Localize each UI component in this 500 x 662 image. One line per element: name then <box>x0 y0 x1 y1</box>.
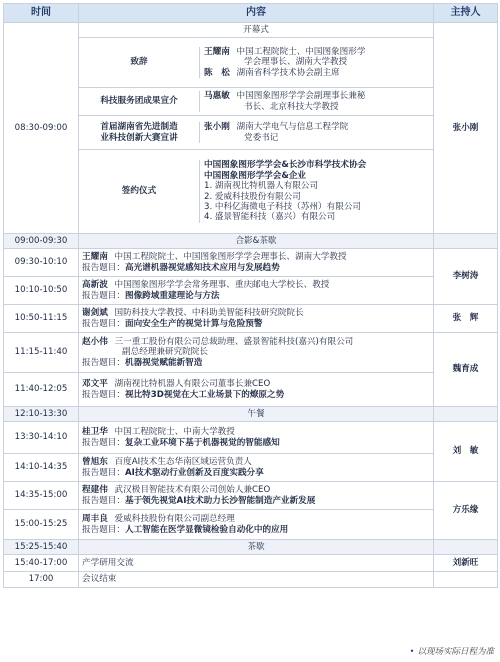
contest-row: 首届湖南省先进制造 业科技创新大赛宣讲 张小刚 湖南大学电气与信息工程学院 党委书记 <box>4 116 498 150</box>
host-name: 刘新旺 <box>434 555 498 572</box>
opening-title-row <box>4 23 498 38</box>
host-name: 刘 敏 <box>434 422 498 482</box>
results-row: 科技服务团成果宣介 马惠敏 中国图象图形学学会副理事长兼秘 书长、北京科技大学教授 <box>4 88 498 116</box>
signing-row: 签约仪式 中国图象图形学学会&长沙市科学技术协会 中国图象图形学学会&企业 1. 湖南视比特机器人有限公司 2. 爱威科技股份有限公司 3. 中科亿海微电子科技（苏州）有限公司 4. 盛景智能科技（嘉兴）有限公司 <box>4 150 498 234</box>
bullet-icon: • <box>409 647 415 657</box>
host-name: 李树涛 <box>434 249 498 305</box>
signing-item: 1. 湖南视比特机器人有限公司 <box>204 181 319 192</box>
zhici-row: 致辞 王耀南 中国工程院院士、中国图象图形学 学会理事长、湖南大学教授 陈 松 湖南省科学技术协会副主席 <box>4 38 498 88</box>
opening-title: 开幕式 <box>79 23 434 38</box>
zhici-label: 致辞 <box>130 57 148 68</box>
photo-row: 09:00-09:30 合影&茶歇 <box>4 234 498 249</box>
host-name: 方乐缘 <box>434 482 498 540</box>
opening-host: 张小刚 <box>434 23 498 234</box>
agenda-table <box>3 3 498 588</box>
talk-row: 14:35-15:00 程建伟 武汉极目智能技术有限公司创始人兼CEO 报告题目：基于领先视觉AI技术助力长沙智能制造产业新发展 方乐缘 <box>4 482 498 510</box>
signing-label: 签约仪式 <box>121 186 157 197</box>
talk-row: 11:40-12:05 邓文平 湖南视比特机器人有限公司董事长兼CEO 报告题目：视比特3D视觉在大工业场景下的燎原之势 <box>4 373 498 407</box>
host-name: 魏育成 <box>434 333 498 407</box>
talk-row: 13:30-14:10 桂卫华 中国工程院院士、中南大学教授 报告题目：复杂工业环境下基于机器视觉的智能感知 刘 敏 <box>4 422 498 454</box>
talk-row: 10:10-10:50 高新波 中国图象图形学学会常务理事、重庆邮电大学校长、教授 报告题目：图像跨域重建理论与方法 <box>4 277 498 305</box>
speaker-name: 陈 松 <box>204 67 230 78</box>
signing-item: 4. 盛景智能科技（嘉兴）有限公司 <box>204 212 336 223</box>
speaker-name: 王耀南 <box>204 46 230 57</box>
header-host: 主持人 <box>434 4 498 23</box>
talk-row: 14:10-14:35 曾旭东 百度AI技术生态华南区域运营负责人 报告题目：AI技术驱动行业创新及百度实践分享 <box>4 454 498 482</box>
header-content: 内容 <box>79 4 434 23</box>
results-label: 科技服务团成果宣介 <box>100 96 178 107</box>
contest-label: 首届湖南省先进制造 业科技创新大赛宣讲 <box>100 122 178 143</box>
speaker-name: 张小刚 <box>204 122 230 133</box>
end-row: 17:00 会议结束 <box>4 572 498 588</box>
signing-item: 3. 中科亿海微电子科技（苏州）有限公司 <box>204 201 362 212</box>
speaker-name: 马惠敏 <box>204 91 230 102</box>
header-row <box>4 4 498 23</box>
opening-time: 08:30-09:00 <box>4 23 79 234</box>
footnote: • 以现场实际日程为准 <box>409 647 494 657</box>
signing-item: 2. 爱威科技股份有限公司 <box>204 191 301 202</box>
talk-row: 09:30-10:10 王耀南 中国工程院院士、中国图象图形学学会理事长、湖南大学教授 报告题目：高光谱机器视觉感知技术应用与发展趋势 李树涛 <box>4 249 498 277</box>
talk-row: 11:15-11:40 赵小伟 三一重工股份有限公司总裁助理、盛景智能科技(嘉兴)有限公司 副总经理兼研究院院长 报告题目：机器视觉赋能新智造 魏育成 <box>4 333 498 373</box>
host-name: 张 辉 <box>434 305 498 333</box>
forum-row: 15:40-17:00 产学研用交流 刘新旺 <box>4 555 498 572</box>
talk-row: 10:50-11:15 谢剑斌 国防科技大学教授、中科助美智能科技研究院院长 报告题目：面向安全生产的视觉计算与危险预警 张 辉 <box>4 305 498 333</box>
header-time: 时间 <box>4 4 79 23</box>
lunch-row: 12:10-13:30 午餐 <box>4 407 498 422</box>
talk-row: 15:00-15:25 周丰良 爱威科技股份有限公司副总经理 报告题目：人工智能在医学显微镜检验自动化中的应用 <box>4 510 498 540</box>
tea-row: 15:25-15:40 茶歇 <box>4 540 498 555</box>
